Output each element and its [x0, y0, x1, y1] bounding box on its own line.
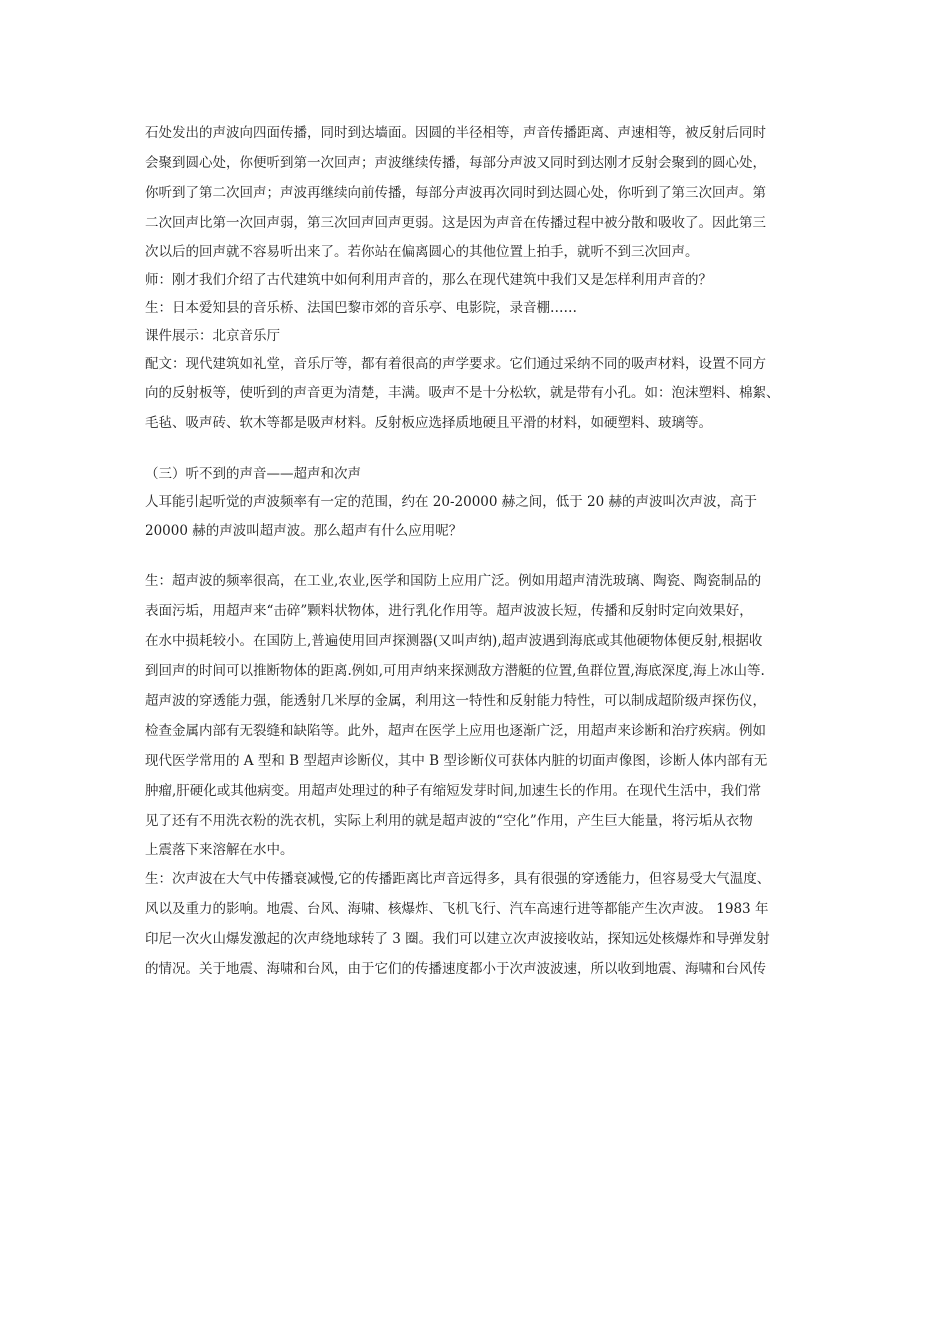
ultrasound-paragraph	[145, 566, 810, 864]
text-line: 会聚到圆心处，你便听到第一次回声；声波继续传播，每部分声波又同时到达刚才反射会聚到的圆心处，	[145, 155, 766, 171]
text-line: 二次回声比第一次回声弱，第三次回声回声更弱。这是因为声音在传播过程中被分散和吸收了。因此第三	[145, 215, 766, 231]
text-line: 石处发出的声波向四面传播，同时到达墙面。因圆的半径相等，声音传播距离、声速相等，被反射后同时	[145, 125, 766, 141]
text-line: 生：超声波的频率很高，在工业,农业,医学和国防上应用广泛。例如用超声清洗玻璃、陶瓷、陶瓷制品的	[145, 573, 762, 589]
text-line: 向的反射板等，使听到的声音更为清楚，丰满。吸声不是十分松软，就是带有小孔。如：泡沫塑料、棉絮、	[145, 385, 780, 401]
text-line: 风以及重力的影响。地震、台风、海啸、核爆炸、飞机飞行、汽车高速行进等都能产生次声波。 1983 年	[145, 901, 769, 917]
section-heading: （三）听不到的声音——超声和次声	[145, 466, 361, 482]
text-line: 次以后的回声就不容易听出来了。若你站在偏离圆心的其他位置上拍手，就听不到三次回声。	[145, 244, 699, 260]
text-line: 20000 赫的声波叫超声波。那么超声有什么应用呢？	[145, 523, 463, 539]
frequency-range-paragraph	[145, 488, 810, 546]
student-answer: 生：日本爱知县的音乐桥、法国巴黎市郊的音乐亭、电影院，录音棚……	[145, 300, 577, 316]
text-line: 上震落下来溶解在水中。	[145, 842, 294, 858]
text-line: 配文：现代建筑如礼堂，音乐厅等，都有着很高的声学要求。它们通过采纳不同的吸声材料，设置不同方	[145, 356, 766, 372]
text-line: 见了还有不用洗衣粉的洗衣机，实际上利用的就是超声波的“空化”作用，产生巨大能量，将污垢从衣物	[145, 813, 753, 829]
teacher-question: 师：刚才我们介绍了古代建筑中如何利用声音的，那么在现代建筑中我们又是怎样利用声音的？	[145, 272, 712, 288]
text-line: 现代医学常用的 A 型和 B 型超声诊断仪，其中 B 型诊断仪可获体内脏的切面声像图，诊断人体内部有无	[145, 753, 768, 769]
text-line: 超声波的穿透能力强，能透射几米厚的金属，利用这一特性和反射能力特性，可以制成超阶级声探伤仪，	[145, 693, 766, 709]
echo-paragraph	[145, 118, 810, 266]
text-line: 毛毡、吸声砖、软木等都是吸声材料。反射板应选择质地硬且平滑的材料，如硬塑料、玻璃等。	[145, 415, 712, 431]
text-line: 你听到了第二次回声；声波再继续向前传播，每部分声波再次同时到达圆心处，你听到了第三次回声。第	[145, 185, 766, 201]
text-line: 表面污垢，用超声来“击碎”颗料状物体，进行乳化作用等。超声波波长短，传播和反射时定向效果好，	[145, 603, 753, 619]
infrasound-paragraph	[145, 864, 810, 984]
text-line: 印尼一次火山爆发激起的次声绕地球转了 3 圈。我们可以建立次声波接收站，探知远处核爆炸和导弹发射	[145, 931, 770, 947]
courseware-label: 课件展示：北京音乐厅	[145, 328, 280, 344]
text-line: 检查金属内部有无裂缝和缺陷等。此外，超声在医学上应用也逐渐广泛，用超声来诊断和治疗疾病。例如	[145, 723, 766, 739]
text-line: 在水中损耗较小。在国防上,普遍使用回声探测器(又叫声纳),超声波遇到海底或其他硬物体便反射,根据收	[145, 633, 763, 649]
document-body	[145, 118, 810, 984]
text-line: 肿瘤,肝硬化或其他病变。用超声处理过的种子有缩短发芽时间,加速生长的作用。在现代生活中，我们常	[145, 783, 762, 799]
text-line: 生：次声波在大气中传播衰减慢,它的传播距离比声音远得多，具有很强的穿透能力，但容易受大气温度、	[145, 871, 771, 887]
text-line: 到回声的时间可以推断物体的距离.例如,可用声纳来探测敌方潜艇的位置,鱼群位置,海底深度,海上冰山等.	[145, 663, 765, 679]
text-line: 人耳能引起听觉的声波频率有一定的范围，约在 20-20000 赫之间，低于 20 赫的声波叫次声波，高于	[145, 494, 758, 510]
caption-paragraph	[145, 350, 810, 438]
text-line: 的情况。关于地震、海啸和台风，由于它们的传播速度都小于次声波波速，所以收到地震、海啸和台风传	[145, 961, 766, 977]
